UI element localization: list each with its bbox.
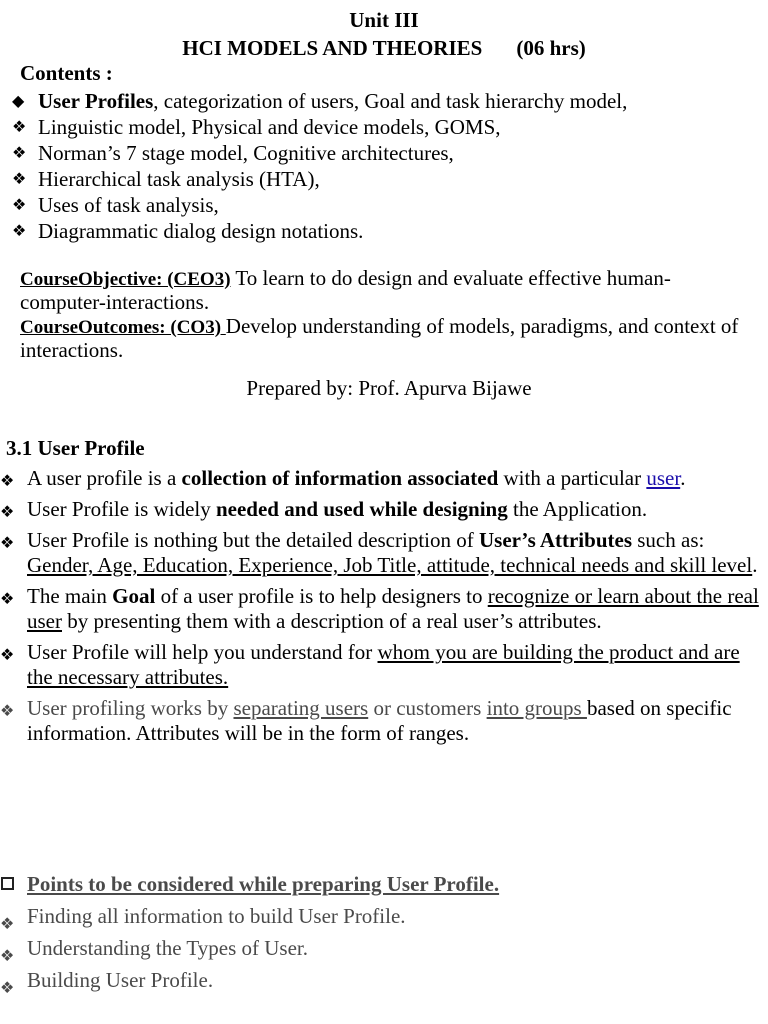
four-diamond-bullet-icon: ❖ bbox=[0, 471, 15, 490]
bullet-text: A user profile is a bbox=[27, 466, 182, 490]
bullet-text: . bbox=[752, 553, 758, 577]
user-profile-bullets bbox=[0, 466, 760, 752]
contents-item bbox=[12, 114, 627, 140]
bullet-text: such as: bbox=[632, 528, 705, 552]
bullet-text: or customers bbox=[368, 696, 487, 720]
bullet-text: the Application. bbox=[507, 497, 648, 521]
bullet-item bbox=[0, 584, 760, 634]
points-item bbox=[0, 964, 499, 996]
points-item-text: Understanding the Types of User. bbox=[27, 936, 309, 960]
four-diamond-bullet-icon: ❖ bbox=[0, 914, 15, 933]
contents-item-text: Norman’s 7 stage model, Cognitive architectures, bbox=[38, 141, 454, 165]
contents-list bbox=[12, 88, 627, 244]
bullet-underline: Gender, Age, Education, Experience, Job Title, attitude, technical needs and skill level bbox=[27, 553, 753, 577]
contents-item bbox=[12, 192, 627, 218]
bullet-item bbox=[0, 466, 760, 491]
points-item bbox=[0, 900, 499, 932]
course-outcome bbox=[20, 315, 750, 361]
page-title bbox=[0, 36, 768, 61]
unit-title: Unit III bbox=[349, 8, 419, 32]
four-diamond-bullet-icon: ❖ bbox=[0, 701, 15, 720]
black-diamond-icon: ◆ bbox=[12, 91, 25, 110]
points-heading-item bbox=[0, 868, 499, 900]
bullet-text: based on specific information. Attributes will be in the form of ranges. bbox=[27, 696, 732, 745]
four-diamond-bullet-icon: ❖ bbox=[12, 221, 27, 240]
points-item-text: Building User Profile. bbox=[27, 968, 214, 992]
contents-item-text: Hierarchical task analysis (HTA), bbox=[38, 167, 320, 191]
contents-item bbox=[12, 218, 627, 244]
bullet-text: of a user profile is to help designers to bbox=[155, 584, 488, 608]
course-objective bbox=[20, 267, 750, 313]
bullet-bold: User’s Attributes bbox=[479, 528, 632, 552]
chapter-title: HCI MODELS AND THEORIES bbox=[182, 36, 483, 60]
four-diamond-bullet-icon: ❖ bbox=[0, 533, 15, 552]
points-list bbox=[0, 868, 499, 996]
contents-heading: Contents : bbox=[20, 61, 113, 85]
bullet-underline: whom you are building the product and are the necessary attributes. bbox=[27, 640, 740, 689]
course-outcome-label: CourseOutcomes: (CO3) bbox=[20, 317, 226, 338]
points-heading: Points to be considered while preparing User Profile. bbox=[27, 872, 500, 896]
four-diamond-bullet-icon: ❖ bbox=[0, 502, 15, 521]
contents-item-text: , categorization of users, Goal and task hierarchy model, bbox=[153, 89, 628, 113]
contents-item-text: Diagrammatic dialog design notations. bbox=[38, 219, 364, 243]
course-objective-label: CourseObjective: (CEO3) bbox=[20, 269, 231, 290]
bullet-text: by presenting them with a description of a real user’s attributes. bbox=[62, 609, 602, 633]
bullet-text: User Profile is widely bbox=[27, 497, 216, 521]
contents-item bbox=[12, 140, 627, 166]
bullet-text: . bbox=[680, 466, 686, 490]
course-objective-text: To learn to do design and evaluate effective human-computer-interactions. bbox=[20, 266, 671, 314]
four-diamond-bullet-icon: ❖ bbox=[12, 169, 27, 188]
bullet-text: The main bbox=[27, 584, 113, 608]
bullet-bold: Goal bbox=[112, 584, 156, 608]
bullet-bold: needed and used while designing bbox=[215, 497, 508, 521]
bullet-underline: recognize or learn about the real user bbox=[27, 584, 759, 633]
bullet-underline: separating users bbox=[233, 696, 369, 720]
bullet-item bbox=[0, 528, 760, 578]
bullet-item bbox=[0, 696, 760, 746]
contents-item bbox=[12, 88, 627, 114]
bullet-text: User profiling works by bbox=[27, 696, 234, 720]
user-link[interactable]: user bbox=[646, 466, 681, 490]
section-heading: 3.1 User Profile bbox=[6, 436, 145, 460]
four-diamond-bullet-icon: ❖ bbox=[12, 143, 27, 162]
bullet-underline: into groups bbox=[486, 696, 587, 720]
bullet-bold: collection of information associated bbox=[181, 466, 499, 490]
bullet-item bbox=[0, 640, 760, 690]
four-diamond-bullet-icon: ❖ bbox=[12, 117, 27, 136]
bullet-item bbox=[0, 497, 760, 522]
course-outcome-text: Develop understanding of models, paradigms, and context of interactions. bbox=[20, 314, 739, 362]
bullet-text: with a particular bbox=[498, 466, 647, 490]
four-diamond-bullet-icon: ❖ bbox=[0, 645, 15, 664]
four-diamond-bullet-icon: ❖ bbox=[0, 978, 15, 997]
points-item bbox=[0, 932, 499, 964]
contents-item bbox=[12, 166, 627, 192]
four-diamond-bullet-icon: ❖ bbox=[0, 946, 15, 965]
four-diamond-bullet-icon: ❖ bbox=[12, 195, 27, 214]
contents-item-text: Linguistic model, Physical and device models, GOMS, bbox=[38, 115, 501, 139]
points-item-text: Finding all information to build User Profile. bbox=[27, 904, 406, 928]
bullet-text: User Profile is nothing but the detailed description of bbox=[27, 528, 479, 552]
contents-item-bold: User Profiles bbox=[38, 89, 154, 113]
prepared-by: Prepared by: Prof. Apurva Bijawe bbox=[246, 376, 532, 400]
empty-square-icon bbox=[1, 877, 14, 890]
four-diamond-bullet-icon: ❖ bbox=[0, 589, 15, 608]
contents-item-text: Uses of task analysis, bbox=[38, 193, 219, 217]
bullet-text: User Profile will help you understand for bbox=[27, 640, 378, 664]
hours-label: (06 hrs) bbox=[516, 36, 586, 60]
